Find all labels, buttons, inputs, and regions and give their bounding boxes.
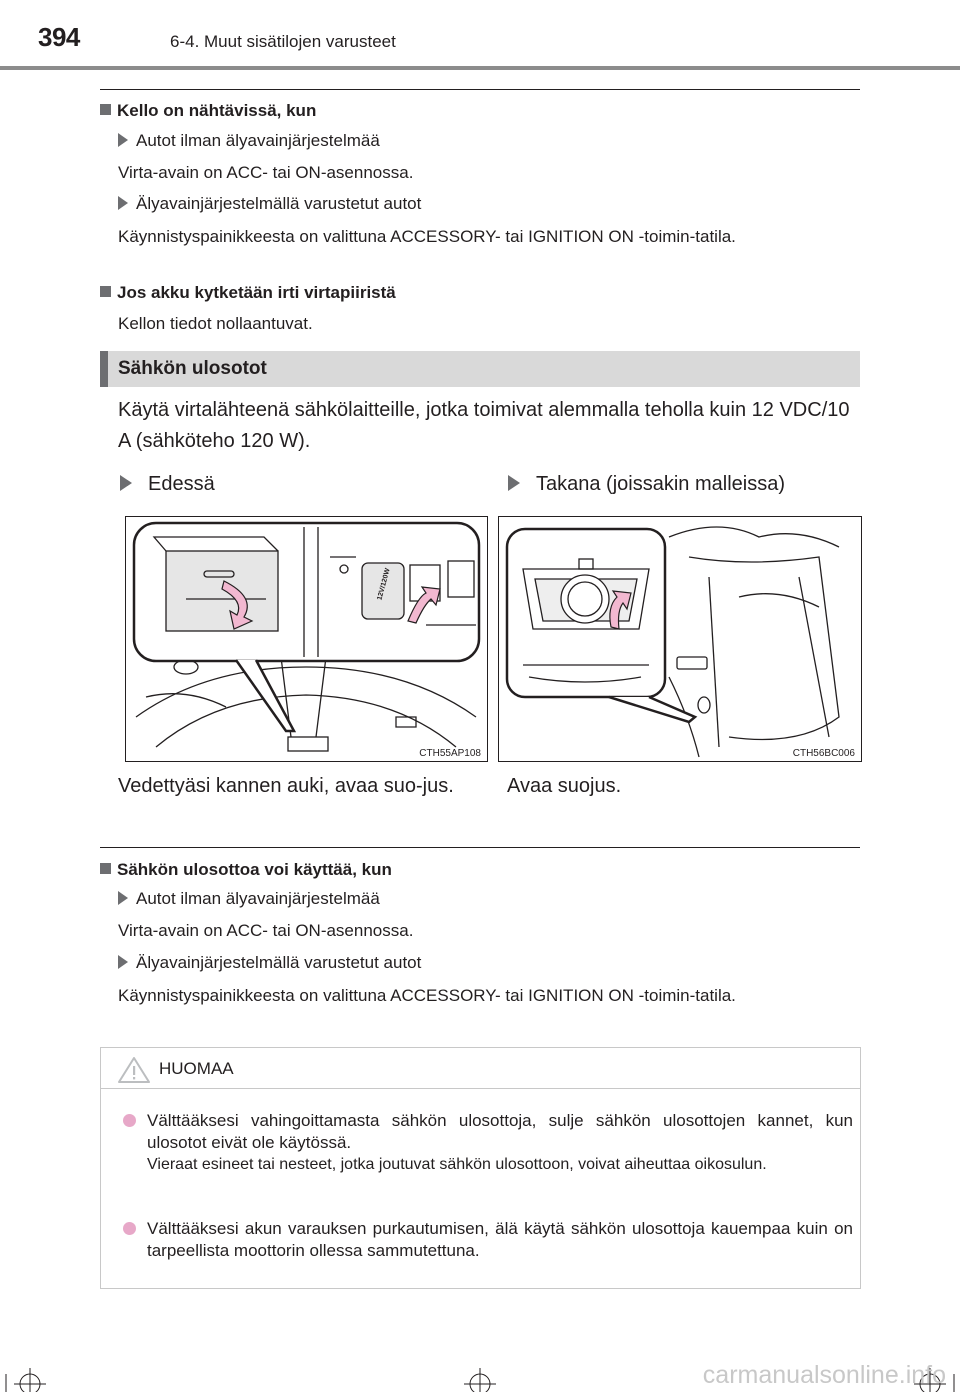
triangle-bullet-icon <box>508 475 520 491</box>
notice-item: Välttääksesi akun varauksen purkautumisen, älä käytä sähkön ulosottoja kauempaa kuin on tarpeellista moottorin ollessa sammutettuna. <box>123 1218 853 1262</box>
top-divider <box>100 89 860 90</box>
watermark: carmanualsonline.info <box>702 1361 946 1389</box>
battery-text: Kellon tiedot nollaantuvat. <box>118 314 313 333</box>
usage-case1-label: Autot ilman älyavainjärjestelmää <box>118 889 380 909</box>
figure-code: CTH55AP108 <box>419 748 481 759</box>
clock-case1-label: Autot ilman älyavainjärjestelmää <box>118 131 380 151</box>
round-bullet-icon <box>123 1114 136 1127</box>
triangle-bullet-icon <box>118 955 128 969</box>
figure-code: CTH56BC006 <box>792 748 855 759</box>
section-header <box>100 351 860 387</box>
rear-heading: Takana (joissakin malleissa) <box>508 473 785 496</box>
square-bullet-icon <box>100 104 111 115</box>
page-number: 394 <box>38 22 80 52</box>
section-intro: Käytä virtalähteenä sähkölaitteille, jotka toimivat alemmalla teholla kuin 12 VDC/10 A (sähköteho 120 W). <box>118 399 850 452</box>
battery-heading: Jos akku kytketään irti virtapiiristä <box>100 283 396 303</box>
front-heading: Edessä <box>120 473 215 496</box>
usage-case1-text: Virta-avain on ACC- tai ON-asennossa. <box>118 921 414 940</box>
round-bullet-icon <box>123 1222 136 1235</box>
section-divider <box>100 847 860 848</box>
socket-label: 12V/120W <box>376 567 392 602</box>
triangle-bullet-icon <box>120 475 132 491</box>
triangle-bullet-icon <box>118 891 128 905</box>
front-outlet-illustration <box>125 516 488 762</box>
rear-outlet-illustration <box>498 516 862 762</box>
section-title: Sähkön ulosotot <box>118 358 267 379</box>
triangle-bullet-icon <box>118 196 128 210</box>
front-caption: Vedettyäsi kannen auki, avaa suo-jus. <box>118 775 454 797</box>
notice-header <box>101 1048 860 1089</box>
triangle-bullet-icon <box>118 133 128 147</box>
notice-box <box>100 1047 861 1289</box>
notice-title: HUOMAA <box>159 1059 234 1078</box>
header-rule <box>0 66 960 70</box>
clock-heading: Kello on nähtävissä, kun <box>100 101 316 121</box>
clock-case1-text: Virta-avain on ACC- tai ON-asennossa. <box>118 163 414 182</box>
usage-heading: Sähkön ulosottoa voi käyttää, kun <box>100 860 392 880</box>
rear-caption: Avaa suojus. <box>507 775 622 797</box>
warning-triangle-icon <box>117 1056 151 1084</box>
clock-case2-label: Älyavainjärjestelmällä varustetut autot <box>118 194 421 214</box>
usage-case2-label: Älyavainjärjestelmällä varustetut autot <box>118 953 421 973</box>
usage-case2-text: Käynnistyspainikkeesta on valittuna ACCESSORY- tai IGNITION ON -toimin-tatila. <box>118 986 736 1005</box>
chapter-title: 6-4. Muut sisätilojen varusteet <box>170 32 396 51</box>
clock-case2-text: Käynnistyspainikkeesta on valittuna ACCESSORY- tai IGNITION ON -toimin-tatila. <box>118 227 736 246</box>
square-bullet-icon <box>100 863 111 874</box>
notice-item: Välttääksesi vahingoittamasta sähkön ulosottoja, sulje sähkön ulosottojen kannet, kun ulosotot eivät ole käytössä. Vieraat esineet tai nesteet, jotka joutuvat sähkön ulosottoon, voivat aiheuttaa oikosulun. <box>123 1110 853 1176</box>
square-bullet-icon <box>100 286 111 297</box>
